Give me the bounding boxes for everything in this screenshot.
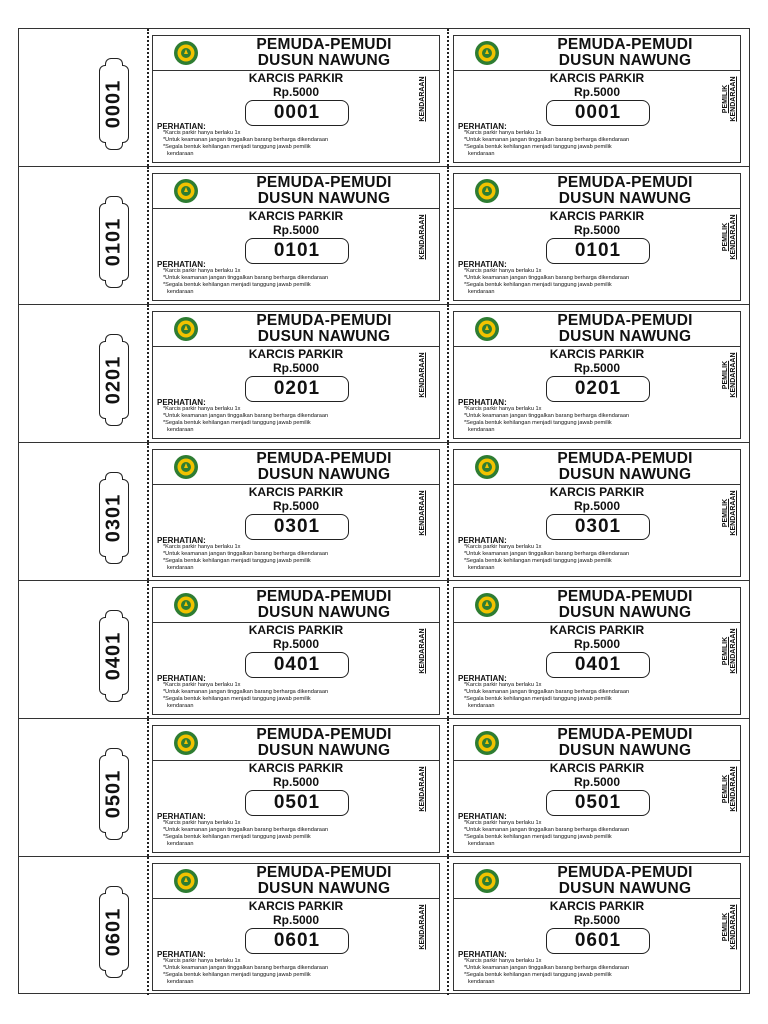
side-label-pemilik-kendaraan	[722, 904, 738, 949]
organization-title	[516, 37, 734, 69]
notice-item: kendaraan	[167, 427, 194, 433]
organization-line-2: DUSUN NAWUNG	[558, 880, 692, 897]
notice-list	[464, 130, 704, 158]
organization-line-2: DUSUN NAWUNG	[558, 742, 692, 759]
cut-line	[447, 443, 449, 580]
notice-item: *Karcis parkir hanya berlaku 1x	[163, 406, 241, 412]
notice-item: *Segala bentuk kehilangan menjadi tanggung jawab pemilik	[163, 834, 311, 840]
side-label-line-1: PEMILIK	[722, 912, 729, 942]
notice-list	[464, 682, 704, 710]
village-logo-icon	[173, 316, 199, 342]
notice-item: *Untuk keamanan jangan tinggalkan barang berharga dikendaraan	[163, 551, 329, 557]
organization-line-2: DUSUN NAWUNG	[257, 604, 391, 621]
side-label-line-2: KENDARAAN	[730, 766, 737, 812]
notice-item: *Segala bentuk kehilangan menjadi tanggung jawab pemilik	[464, 972, 612, 978]
ticket-number: 0401	[546, 652, 650, 678]
ticket-price: Rp.5000	[573, 85, 621, 99]
organization-line-1: PEMUDA-PEMUDI	[256, 726, 392, 743]
cut-line	[147, 305, 149, 442]
notice-item: *Segala bentuk kehilangan menjadi tanggung jawab pemilik	[464, 420, 612, 426]
notice-list	[163, 268, 403, 296]
notice-item: kendaraan	[468, 289, 495, 295]
notice-item: *Karcis parkir hanya berlaku 1x	[464, 544, 542, 550]
ticket-header	[454, 726, 740, 761]
ticket-title: KARCIS PARKIR	[549, 485, 645, 499]
stub-number: 0501	[102, 769, 125, 819]
notice-list	[163, 682, 403, 710]
organization-title	[516, 451, 734, 483]
organization-line-2: DUSUN NAWUNG	[257, 52, 391, 69]
ticket-title: KARCIS PARKIR	[248, 347, 344, 361]
organization-line-1: PEMUDA-PEMUDI	[256, 36, 392, 53]
notice-list	[464, 268, 704, 296]
notice-item: *Segala bentuk kehilangan menjadi tanggung jawab pemilik	[464, 696, 612, 702]
cut-line	[447, 167, 449, 304]
notice-list	[163, 958, 403, 986]
notice-item: *Karcis parkir hanya berlaku 1x	[464, 820, 542, 826]
organization-line-1: PEMUDA-PEMUDI	[557, 174, 693, 191]
stub-number: 0201	[102, 355, 125, 405]
village-logo-icon	[173, 592, 199, 618]
side-label-kendaraan: KENDARAAN	[419, 628, 426, 674]
ticket-number: 0401	[245, 652, 349, 678]
notice-item: kendaraan	[167, 979, 194, 985]
organization-line-1: PEMUDA-PEMUDI	[557, 726, 693, 743]
organization-line-1: PEMUDA-PEMUDI	[256, 450, 392, 467]
parking-ticket	[453, 449, 741, 577]
notice-item: kendaraan	[167, 703, 194, 709]
notice-title: PERHATIAN:	[157, 536, 206, 545]
organization-line-1: PEMUDA-PEMUDI	[557, 864, 693, 881]
ticket-header	[153, 588, 439, 623]
organization-title	[215, 175, 433, 207]
parking-ticket	[152, 311, 440, 439]
cut-line	[447, 857, 449, 995]
ticket-title: KARCIS PARKIR	[549, 347, 645, 361]
village-logo-icon	[173, 40, 199, 66]
stub-number-box	[99, 893, 129, 971]
ticket-header	[153, 36, 439, 71]
organization-title	[516, 727, 734, 759]
notice-title: PERHATIAN:	[458, 674, 507, 683]
stub-number-box	[99, 65, 129, 143]
stub-number-box	[99, 203, 129, 281]
notice-item: *Karcis parkir hanya berlaku 1x	[464, 958, 542, 964]
organization-title	[215, 451, 433, 483]
ticket-price: Rp.5000	[573, 499, 621, 513]
ticket-sheet	[18, 28, 750, 994]
cut-line	[447, 581, 449, 718]
cut-line	[147, 443, 149, 580]
ticket-price: Rp.5000	[573, 775, 621, 789]
side-label-kendaraan: KENDARAAN	[419, 76, 426, 122]
notice-item: *Karcis parkir hanya berlaku 1x	[163, 544, 241, 550]
organization-line-1: PEMUDA-PEMUDI	[557, 36, 693, 53]
notice-item: *Segala bentuk kehilangan menjadi tanggung jawab pemilik	[464, 144, 612, 150]
village-logo-icon	[474, 730, 500, 756]
parking-ticket	[152, 725, 440, 853]
notice-list	[464, 820, 704, 848]
ticket-price: Rp.5000	[272, 637, 320, 651]
notice-item: *Untuk keamanan jangan tinggalkan barang berharga dikendaraan	[163, 827, 329, 833]
side-label-line-1: PEMILIK	[722, 636, 729, 666]
ticket-number: 0301	[546, 514, 650, 540]
ticket-title: KARCIS PARKIR	[248, 761, 344, 775]
stub-number-box	[99, 341, 129, 419]
ticket-number: 0601	[245, 928, 349, 954]
side-label-pemilik-kendaraan	[722, 628, 738, 673]
notice-title: PERHATIAN:	[458, 122, 507, 131]
notice-title: PERHATIAN:	[458, 398, 507, 407]
stub-number-box	[99, 755, 129, 833]
ticket-price: Rp.5000	[272, 913, 320, 927]
ticket-title: KARCIS PARKIR	[549, 899, 645, 913]
stub-number: 0101	[102, 217, 125, 267]
ticket-number: 0601	[546, 928, 650, 954]
notice-list	[163, 820, 403, 848]
organization-line-2: DUSUN NAWUNG	[257, 190, 391, 207]
parking-ticket	[453, 35, 741, 163]
ticket-row	[19, 581, 749, 719]
notice-item: *Karcis parkir hanya berlaku 1x	[163, 268, 241, 274]
village-logo-icon	[474, 592, 500, 618]
notice-title: PERHATIAN:	[458, 950, 507, 959]
village-logo-icon	[173, 868, 199, 894]
village-logo-icon	[474, 178, 500, 204]
parking-ticket	[152, 449, 440, 577]
stub-number: 0301	[102, 493, 125, 543]
cut-line	[147, 857, 149, 995]
ticket-title: KARCIS PARKIR	[248, 209, 344, 223]
side-label-line-1: PEMILIK	[722, 222, 729, 252]
ticket-header	[454, 312, 740, 347]
ticket-title: KARCIS PARKIR	[549, 209, 645, 223]
parking-ticket	[453, 725, 741, 853]
organization-title	[516, 313, 734, 345]
side-label-line-2: KENDARAAN	[730, 628, 737, 674]
notice-item: *Segala bentuk kehilangan menjadi tanggung jawab pemilik	[163, 420, 311, 426]
notice-item: kendaraan	[468, 841, 495, 847]
cut-line	[147, 167, 149, 304]
stub-number-box	[99, 617, 129, 695]
ticket-header	[153, 174, 439, 209]
side-label-kendaraan: KENDARAAN	[419, 352, 426, 398]
side-label-line-2: KENDARAAN	[730, 904, 737, 950]
notice-item: *Untuk keamanan jangan tinggalkan barang berharga dikendaraan	[464, 137, 630, 143]
organization-line-2: DUSUN NAWUNG	[558, 328, 692, 345]
ticket-title: KARCIS PARKIR	[248, 623, 344, 637]
organization-line-2: DUSUN NAWUNG	[257, 466, 391, 483]
organization-line-2: DUSUN NAWUNG	[257, 880, 391, 897]
ticket-price: Rp.5000	[573, 913, 621, 927]
organization-line-1: PEMUDA-PEMUDI	[557, 588, 693, 605]
ticket-price: Rp.5000	[573, 223, 621, 237]
ticket-header	[153, 312, 439, 347]
cut-line	[447, 719, 449, 856]
notice-title: PERHATIAN:	[157, 674, 206, 683]
notice-item: *Segala bentuk kehilangan menjadi tanggung jawab pemilik	[163, 558, 311, 564]
stub-number: 0601	[102, 907, 125, 957]
organization-line-1: PEMUDA-PEMUDI	[256, 588, 392, 605]
notice-item: *Karcis parkir hanya berlaku 1x	[163, 958, 241, 964]
notice-item: kendaraan	[167, 841, 194, 847]
notice-item: kendaraan	[468, 427, 495, 433]
notice-item: kendaraan	[468, 565, 495, 571]
parking-ticket	[453, 173, 741, 301]
side-label-kendaraan: KENDARAAN	[419, 214, 426, 260]
notice-item: *Segala bentuk kehilangan menjadi tanggung jawab pemilik	[464, 282, 612, 288]
ticket-title: KARCIS PARKIR	[248, 71, 344, 85]
ticket-title: KARCIS PARKIR	[248, 485, 344, 499]
cut-line	[447, 29, 449, 166]
village-logo-icon	[173, 454, 199, 480]
ticket-number: 0501	[546, 790, 650, 816]
notice-item: *Untuk keamanan jangan tinggalkan barang berharga dikendaraan	[464, 689, 630, 695]
ticket-price: Rp.5000	[272, 361, 320, 375]
notice-item: *Segala bentuk kehilangan menjadi tanggung jawab pemilik	[163, 972, 311, 978]
ticket-title: KARCIS PARKIR	[549, 761, 645, 775]
side-label-pemilik-kendaraan	[722, 490, 738, 535]
ticket-title: KARCIS PARKIR	[549, 623, 645, 637]
village-logo-icon	[474, 868, 500, 894]
side-label-line-1: PEMILIK	[722, 774, 729, 804]
notice-item: *Karcis parkir hanya berlaku 1x	[163, 682, 241, 688]
side-label-line-1: PEMILIK	[722, 360, 729, 390]
village-logo-icon	[474, 454, 500, 480]
notice-item: *Untuk keamanan jangan tinggalkan barang berharga dikendaraan	[464, 413, 630, 419]
ticket-price: Rp.5000	[272, 223, 320, 237]
organization-title	[215, 865, 433, 897]
side-label-line-2: KENDARAAN	[730, 352, 737, 398]
ticket-row	[19, 857, 749, 995]
village-logo-icon	[173, 730, 199, 756]
ticket-price: Rp.5000	[272, 499, 320, 513]
ticket-row	[19, 167, 749, 305]
ticket-header	[153, 450, 439, 485]
notice-title: PERHATIAN:	[157, 122, 206, 131]
notice-item: *Karcis parkir hanya berlaku 1x	[464, 268, 542, 274]
notice-item: kendaraan	[468, 151, 495, 157]
notice-item: *Untuk keamanan jangan tinggalkan barang berharga dikendaraan	[163, 413, 329, 419]
notice-title: PERHATIAN:	[458, 536, 507, 545]
ticket-header	[153, 726, 439, 761]
side-label-pemilik-kendaraan	[722, 76, 738, 121]
side-label-pemilik-kendaraan	[722, 766, 738, 811]
organization-line-1: PEMUDA-PEMUDI	[557, 312, 693, 329]
notice-item: kendaraan	[167, 565, 194, 571]
ticket-header	[454, 864, 740, 899]
ticket-number: 0101	[245, 238, 349, 264]
ticket-price: Rp.5000	[272, 775, 320, 789]
organization-title	[516, 175, 734, 207]
ticket-price: Rp.5000	[272, 85, 320, 99]
notice-item: *Untuk keamanan jangan tinggalkan barang berharga dikendaraan	[464, 275, 630, 281]
organization-title	[215, 313, 433, 345]
stub-number: 0001	[102, 79, 125, 129]
notice-item: *Karcis parkir hanya berlaku 1x	[464, 682, 542, 688]
ticket-number: 0001	[546, 100, 650, 126]
organization-line-1: PEMUDA-PEMUDI	[256, 174, 392, 191]
organization-title	[215, 589, 433, 621]
organization-line-1: PEMUDA-PEMUDI	[557, 450, 693, 467]
side-label-kendaraan: KENDARAAN	[419, 490, 426, 536]
notice-item: kendaraan	[167, 289, 194, 295]
stub-number: 0401	[102, 631, 125, 681]
notice-item: *Karcis parkir hanya berlaku 1x	[464, 406, 542, 412]
organization-line-1: PEMUDA-PEMUDI	[256, 312, 392, 329]
notice-title: PERHATIAN:	[157, 950, 206, 959]
ticket-price: Rp.5000	[573, 361, 621, 375]
organization-line-2: DUSUN NAWUNG	[558, 52, 692, 69]
ticket-price: Rp.5000	[573, 637, 621, 651]
parking-ticket	[152, 863, 440, 991]
notice-item: *Segala bentuk kehilangan menjadi tanggung jawab pemilik	[163, 144, 311, 150]
ticket-header	[454, 174, 740, 209]
ticket-number: 0301	[245, 514, 349, 540]
notice-list	[163, 130, 403, 158]
organization-line-1: PEMUDA-PEMUDI	[256, 864, 392, 881]
side-label-kendaraan: KENDARAAN	[419, 766, 426, 812]
ticket-number: 0101	[546, 238, 650, 264]
organization-title	[516, 865, 734, 897]
ticket-number: 0001	[245, 100, 349, 126]
notice-item: *Segala bentuk kehilangan menjadi tanggung jawab pemilik	[163, 696, 311, 702]
organization-line-2: DUSUN NAWUNG	[257, 328, 391, 345]
notice-item: *Karcis parkir hanya berlaku 1x	[163, 130, 241, 136]
side-label-line-2: KENDARAAN	[730, 76, 737, 122]
notice-title: PERHATIAN:	[458, 260, 507, 269]
side-label-pemilik-kendaraan	[722, 214, 738, 259]
notice-title: PERHATIAN:	[157, 398, 206, 407]
notice-item: *Untuk keamanan jangan tinggalkan barang berharga dikendaraan	[163, 689, 329, 695]
notice-list	[163, 544, 403, 572]
ticket-row	[19, 305, 749, 443]
ticket-title: KARCIS PARKIR	[248, 899, 344, 913]
organization-title	[215, 37, 433, 69]
notice-item: *Untuk keamanan jangan tinggalkan barang berharga dikendaraan	[163, 275, 329, 281]
ticket-number: 0201	[546, 376, 650, 402]
notice-item: kendaraan	[468, 703, 495, 709]
ticket-title: KARCIS PARKIR	[549, 71, 645, 85]
village-logo-icon	[474, 316, 500, 342]
ticket-header	[454, 36, 740, 71]
notice-list	[464, 958, 704, 986]
side-label-pemilik-kendaraan	[722, 352, 738, 397]
parking-ticket	[453, 311, 741, 439]
notice-item: *Untuk keamanan jangan tinggalkan barang berharga dikendaraan	[464, 551, 630, 557]
side-label-line-1: PEMILIK	[722, 84, 729, 114]
notice-item: *Untuk keamanan jangan tinggalkan barang berharga dikendaraan	[464, 965, 630, 971]
cut-line	[447, 305, 449, 442]
notice-item: *Segala bentuk kehilangan menjadi tanggung jawab pemilik	[464, 558, 612, 564]
village-logo-icon	[474, 40, 500, 66]
organization-line-2: DUSUN NAWUNG	[558, 604, 692, 621]
ticket-number: 0201	[245, 376, 349, 402]
parking-ticket	[453, 587, 741, 715]
ticket-number: 0501	[245, 790, 349, 816]
side-label-kendaraan: KENDARAAN	[419, 904, 426, 950]
organization-title	[215, 727, 433, 759]
notice-list	[163, 406, 403, 434]
notice-item: *Segala bentuk kehilangan menjadi tanggung jawab pemilik	[464, 834, 612, 840]
ticket-row	[19, 29, 749, 167]
notice-item: *Untuk keamanan jangan tinggalkan barang berharga dikendaraan	[163, 137, 329, 143]
parking-ticket	[152, 35, 440, 163]
organization-title	[516, 589, 734, 621]
ticket-header	[153, 864, 439, 899]
notice-item: *Untuk keamanan jangan tinggalkan barang berharga dikendaraan	[464, 827, 630, 833]
cut-line	[147, 581, 149, 718]
side-label-line-1: PEMILIK	[722, 498, 729, 528]
cut-line	[147, 719, 149, 856]
ticket-row	[19, 443, 749, 581]
notice-item: kendaraan	[167, 151, 194, 157]
notice-item: *Segala bentuk kehilangan menjadi tanggung jawab pemilik	[163, 282, 311, 288]
notice-list	[464, 406, 704, 434]
notice-item: *Untuk keamanan jangan tinggalkan barang berharga dikendaraan	[163, 965, 329, 971]
notice-item: *Karcis parkir hanya berlaku 1x	[163, 820, 241, 826]
parking-ticket	[152, 587, 440, 715]
notice-item: kendaraan	[468, 979, 495, 985]
ticket-header	[454, 450, 740, 485]
side-label-line-2: KENDARAAN	[730, 490, 737, 536]
cut-line	[147, 29, 149, 166]
organization-line-2: DUSUN NAWUNG	[257, 742, 391, 759]
notice-title: PERHATIAN:	[157, 260, 206, 269]
ticket-row	[19, 719, 749, 857]
stub-number-box	[99, 479, 129, 557]
notice-list	[464, 544, 704, 572]
notice-title: PERHATIAN:	[157, 812, 206, 821]
parking-ticket	[453, 863, 741, 991]
village-logo-icon	[173, 178, 199, 204]
side-label-line-2: KENDARAAN	[730, 214, 737, 260]
organization-line-2: DUSUN NAWUNG	[558, 466, 692, 483]
parking-ticket	[152, 173, 440, 301]
ticket-header	[454, 588, 740, 623]
organization-line-2: DUSUN NAWUNG	[558, 190, 692, 207]
notice-item: *Karcis parkir hanya berlaku 1x	[464, 130, 542, 136]
notice-title: PERHATIAN:	[458, 812, 507, 821]
